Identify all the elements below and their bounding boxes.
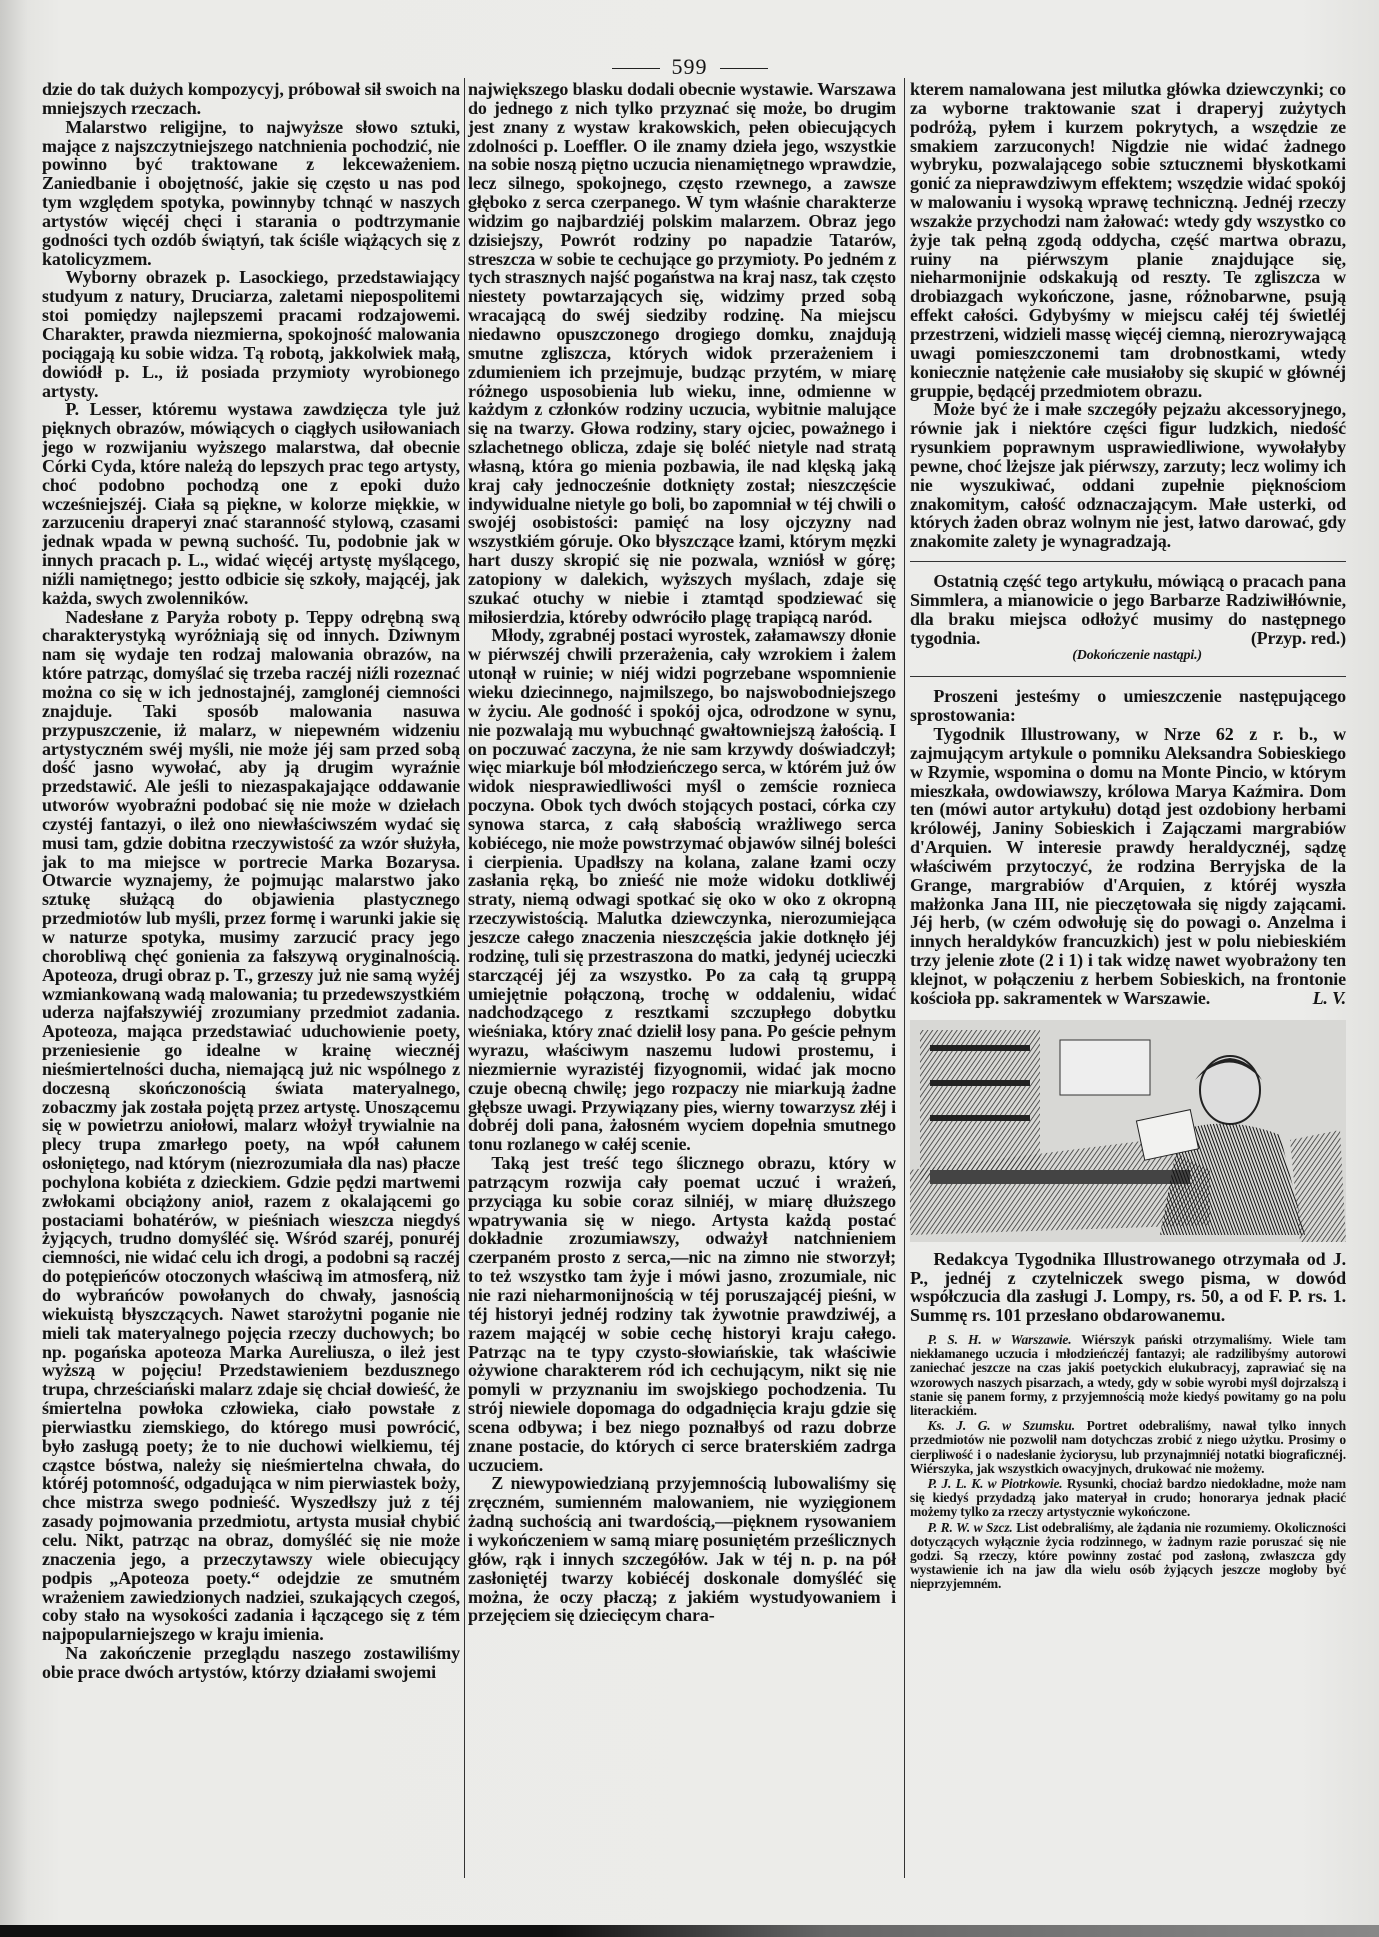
donation-note: Redakcya Tygodnika Illustrowanego otrzymała od J. P., jednéj z czytelniczek swego pisma, w dowód współczucia dla zasługi J. Lompy, rs. 50, a od F. P. rs. 1. Summę rs. 101 przesłano obdarowanemu. [910, 1248, 1346, 1326]
paragraph: Wyborny obrazek p. Lasockiego, przedstawiający studyum z natury, Druciarza, zaletami niepospolitemi stoi pomiędzy najlepszemi pracami rodzajowemi. Charakter, prawda niezmierna, spokojność malowania pociągają ku sobie widza. Tą robotą, jakkolwiek małą, dowiódł p. L., iż posiada przymioty wyrobionego artysty. [42, 267, 460, 401]
paragraph: kterem namalowana jest milutka główka dziewczynki; co za wyborne traktowanie szat i draperyj zużytych podróżą, pyłem i kurzem pokrytych, a wszędzie ze smakiem zarzuconych! Nigdzie nie widać żadnego wybryku, pozwalającego sobie sztucznemi błyskotkami gonić za nieprawdziwym effektem; wszędzie widać spokój w malowaniu i wysoką wprawę techniczną. Jednéj rzeczy wszakże przychodzi nam żałować: wtedy gdy wszystko co żyje tak pełną zgodą oddycha, część martwa obrazu, ruiny na piérwszym planie znajdujące się, nieharmonijnie odskakują od reszty. Te zgliszcza w drobiazgach wykończone, jasne, różnobarwne, psują effekt całości. Gdybyśmy w miejscu całéj téj świetléj przestrzeni, widzieli massę więcéj ciemną, nierozrywającą uwagi pomieszczonemi tam drobnostkami, wtedy koniecznie natężenie całe musiałoby się skupić w głównéj gruppie, będącéj przedmiotem obrazu. [910, 79, 1346, 401]
page-number [0, 54, 1379, 80]
paragraph: Młody, zgrabnéj postaci wyrostek, załamawszy dłonie w piérwszéj chwili przerażenia, cały wzrokiem i żalem utonął w ruinie; w niéj widzi pogrzebane wspomnienie wieku dziecinnego, najmilszego, bo najswobodniejszego w życiu. Ale godność i spokój ojca, odrodzone w synu, nie pozwalają mu wybuchnąć gwałtowniejszą żałością. I on poczuwać zaczyna, że nie sam krzywdy doświadczył; więc miarkuje ból młodzieńczego serca, w którém już ów widok niesprawiedliwości myśl o zemście roznieca poczyna. Obok tych dwóch stojących postaci, córka czy synowa starca, z całą słabością wrażliwego serca kobiécego, nie może powstrzymać objawów silnéj boleści i cierpienia. Upadłszy na kolana, zalane łzami oczy zasłania ręką, bo znieść nie może widoku dotkliwéj straty, niemą odwagi spotkać się oko w oko z okropną rzeczywistością. Malutka dziewczynka, nierozumiejąca jeszcze całego znaczenia nieszczęścia jakie dotknęło jéj rodzinę, tuli się przestraszona do matki, jedynéj ucieczki starczącéj jéj za wszystko. Po za całą tą gruppą umiejętnie połączoną, trochę w oddaleniu, widać nadchodzącego z resztkami szczupłego dobytku wieśniaka, który znać dzielił losy pana. Po geście pełnym wyrazu, właściwym naszemu ludowi prostemu, i niezmiernie wyrazistéj fizyognomii, widać jak mocno czuje obecną chwilę; jego rozpaczy nie miarkują żadne głębsze uwagi. Przywiązany pies, wierny towarzysz złéj i dobréj doli pana, żałosném wyciem dopełnia smutnego tonu rozlanego w całéj scenie. [468, 625, 896, 1155]
reply-text: Portret odebraliśmy, nawał tylko innych przedmiotów nie pozwolił nam dotychczas zrobić z niego użytku. Prosimy o cierpliwość i o nadesłanie życiorysu, lub przynajmniéj notatki biograficznéj. Wiérszyka, jak wszystkich owacyjnych, drukować nie możemy. [910, 1418, 1347, 1476]
column-3 [910, 80, 1346, 1593]
editor-note-text: Ostatnią część tego artykułu, mówiącą o pracach pana Simmlera, a mianowicie o jego Barbarze Radziwiłłównie, dla braku miejsca odłożyć musimy do następnego tygodnia. [910, 571, 1346, 648]
paragraph: Malarstwo religijne, to najwyższe słowo sztuki, mające z najszczytniejszego natchnienia pochodzić, nie powinno być traktowane z lekceważeniem. Zaniedbanie i obojętność, jakie się często u nas pod tym względem spotyka, powinnyby tchnąć w naszych artystów więcéj chęci i starania o podtrzymanie godności tych ozdób świątyń, tak ściśle wiążących się z katolicyzmem. [42, 116, 460, 269]
paragraph: P. Lesser, któremu wystawa zawdzięcza tyle już pięknych obrazów, mówiących o ciągłych usiłowaniach jego w rozwijaniu wyższego malarstwa, dał obecnie Córki Cyda, które należą do lepszych prac tego artysty, choć podobno pochodzą one z epoki dużo wcześniejszéj. Ciała są piękne, w kolorze miękkie, w zarzuceniu draperyi znać staranność stylową, czasami jednak wpada w pewną suchość. Tu, podobnie jak w innych pracach p. L., widać więcéj artystę myślącego, niźli namiętnego; jestto odbicie się szkoły, mającéj, jak każda, swych zwolenników. [42, 399, 460, 608]
recipient: Ks. J. G. w Szumsku. [927, 1418, 1075, 1434]
paragraph: Nadesłane z Paryża roboty p. Teppy odrębną swą charakterystyką wyróżniają się od innych. Dziwnym nam się wydaje ten rodzaj malowania obrazów, na które patrząc, domyślać się trzeba raczéj niźli rozeznać można co się w ich jednostajnéj, zamglonéj ciemności znajduje. Taki sposób malowania nasuwa przypuszczenie, iż malarz, w niepewném widzeniu artystyczném swéj myśli, nie może jéj sam przed sobą dość jasno wywołać, aby ją drugim wyraźnie przedstawić. Ale jeśli to niezaspakajające oddawanie utworów wyobraźni podobać się nie może w dziełach czystéj fantazyi, o ileż ono niewłaściwszém wydać się musi tam, gdzie dobitna rzeczywistość za wzór służyła, jak to ma miejsce w portrecie Marka Bozarysa. Otwarcie wyznajemy, że pojmując malarstwo jako sztukę służącą do objawienia plastycznego przedmiotów lub myśli, przez formę i warunki jakie się w naturze spotyka, musimy zarzucić pracy jego chorobliwą chęć gonienia za fałszywą oryginalnością. Apoteoza, drugi obraz p. T., grzeszy już nie samą wyżéj wzmiankowaną wadą malowania; tu przedewszystkiém uderza najfałszywiéj zrozumiany przedmiot zadania. Apoteoza, mająca przedstawiać uduchowienie poety, przeniesienie go idealne w krainę wiecznéj nieśmiertelności ducha, niemającą już nic wspólnego z doczesną skończonością świata materyalnego, zobaczmy jak została pojętą przez artystę. Unoszącemu się w powietrzu aniołowi, malarz włożył trywialnie na plecy trupa zmarłego poety, na wpół całunem osłoniętego, nad którym (niezrozumiała dla nas) płacze pochylona kobiéta z dzieckiem. Gdzie pędzi martwemi zwłokami obciążony anioł, razem z okalającemi go postaciami bohatérów, w pieśniach wieszcza niegdyś żyjących, trudno domyśléć się. Wśród szaréj, ponuréj ciemności, nie widać celu ich drogi, a podobni są raczéj do potępieńców otoczonych właściwą im atmosferą, niż do wybrańców powołanych do chwały, jasnością wiekuistą błyszczących. Nawet starożytni poganie nie mieli tak materyalnego pojęcia rzeczy duchowych; bo np. pogańska apoteoza Marka Aureliusza, o ileż jest wyższą w pojęciu! Przedstawieniem bezdusznego trupa, chrześciański malarz zdaje się chciał dowieść, że śmiertelna powłoka człowieka, ciało powstałe z pierwiastku ziemskiego, do którego musi powrócić, było zasługą poety; że to nie duchowi wielkiemu, téj cząstce bóstwa, należy się nieśmiertelna chwała, do któréj potomność, odgadująca w nim pierwiastek boży, chce mistrza swego podnieść. Wyszedłszy już z téj zasady pojmowania przedmiotu, artysta musiał chybić celu. Nikt, patrząc na obraz, domyśléć się nie może znaczenia jego, a przeczytawszy wiele obiecujący podpis „Apoteoza poety.“ odejdzie ze smutném wrażeniem zawiedzionych nadziei, szukających czegoś, coby stało na wysokości zadania i łączącego się z tém najpopularniejszego w kraju imienia. [42, 606, 460, 1645]
correspondence-item [910, 1333, 1346, 1418]
correction-text: Tygodnik Illustrowany, w Nrze 62 z r. b., w zajmującym artykule o pomniku Aleksandra Sobieskiego w Rzymie, wspomina o domu na Monte Pincio, w którym mieszkała, owdowiawszy, królowa Marya Kaźmira. Dom ten (mówi autor artykułu) dotąd jest ozdobiony herbami królowéj, Janiny Sobieskich i Zajączami margrabiów d'Arquien. W interesie prawdy heraldycznéj, sądzę właściwém przytoczyć, że rodzina Berryjska de la Grange, margrabiów d'Arquien, z któréj wyszła małżonka Jana III, nie pieczętowała się nigdy zającami. Jéj herb, (w czém odwołuję się do powagi o. Anzelma i innych heraldyków francuzkich) jest w polu niebieskiém trzy jelenie złote (2 i 1) i tak widzę nawet wyobrażony ten klejnot, w połączeniu z herbem Sobieskich, na frontonie kościoła pp. sakramentek w Warszawie. [910, 724, 1346, 1008]
to-be-continued: (Dokończenie nastąpi.) [1072, 648, 1202, 664]
divider [612, 68, 660, 69]
editor-note-sign: (Przyp. red.) [1250, 627, 1346, 648]
editor-note [910, 572, 1346, 647]
paragraph: Na zakończenie przeglądu naszego zostawiliśmy obie prace dwóch artystów, którzy działami swojemi [42, 1643, 460, 1682]
paragraph: Taką jest treść tego ślicznego obrazu, który w patrzącym rozwija cały poemat uczuć i wrażeń, przyciąga ku sobie coraz silniéj, w miarę dłuższego wpatrywania się w niego. Artysta każdą postać dokładnie zrozumiawszy, odważył natchnieniem czerpaném prosto z serca,—nic na zimno nie stworzył; to też wszystko tam żyje i mówi jasno, zrozumiale, nic nie razi nieharmonijnością w téj poruszającéj pieśni, w téj historyi jednéj rodziny tak żywotnie prawdziwéj, a razem mającéj w sobie cechę historyi kraju całego. Patrząc na te typy czysto-słowiańskie, tak właściwie ożywione charakterem ród ich cechującym, nikt się nie pomyli w przyznaniu im swojskiego pochodzenia. Tu strój niewiele dopomaga do odgadnięcia kraju gdzie się scena odbywa; i bez niego poznałbyś od razu dobrze znane postacie, do których ci serce braterskiém zadrga uczuciem. [468, 1153, 896, 1475]
divider [910, 561, 1346, 562]
correspondence-item [910, 1419, 1346, 1476]
paragraph: dzie do tak dużych kompozycyj, próbował sił swoich na mniejszych rzeczach. [42, 79, 460, 118]
recipient: P. R. W. w Szcz. [927, 1519, 1013, 1535]
correspondence-item [910, 1521, 1346, 1592]
correction-signature: L. V. [1312, 987, 1346, 1008]
paragraph: największego blasku dodali obecnie wystawie. Warszawa do jednego z nich tylko przyznać się może, bo drugim jest znany z wystaw krakowskich, pełen obiecujących zdolności p. Loeffler. O ile znamy dzieła jego, wszystkie na sobie noszą piętno uczucia nienamiętnego wprawdzie, lecz silnego, spokojnego, często rzewnego, a zawsze głęboko z serca czerpanego. W tym właśnie charakterze widzim go najbardziéj polskim malarzem. Obraz jego dzisiejszy, Powrót rodziny po napadzie Tatarów, streszcza w sobie te cechujące go przymioty. Po jedném z tych strasznych najść pogaństwa na kraj nasz, tak często niestety powtarzających się, widzimy przed sobą wracającą do swéj siedziby rodzinę. Na miejscu niedawno opuszczonego drogiego domku, znajdują smutne zgliszcza, których widok przerażeniem i zdumieniem ich przejmuje, budząc przytém, w miarę różnego usposobienia lub wieku, inne, odmienne w każdym z członków rodziny uczucia, wybitnie malujące się na twarzy. Głowa rodziny, stary ojciec, poważnego i szlachetnego oblicza, zdaje się boléć nietyle nad stratą własną, która go mienia pozbawia, ile nad klęską jaką kraj cały jednocześnie dotknięty został; nieszczęście indywidualne nietyle go boli, bo zapomniał w téj chwili o swojéj osobistości: pamięć na losy ojczyzny nad wszystkiém góruje. Oko błyszczące łzami, którym męzki hart duszy skropić się nie pozwala, wzniósł w górę; zatopiony w dalekich, wyższych myślach, zdaje się szukać otuchy w niebie i ztamtąd spodziewać się miłosierdzia, któreby odwróciło plagę trapiącą naród. [468, 79, 896, 627]
column-1 [42, 80, 460, 1682]
correspondence-item [910, 1477, 1346, 1520]
correction-body [910, 725, 1346, 1008]
divider [910, 676, 1346, 677]
column-2 [468, 80, 896, 1625]
page-number-text: 599 [671, 54, 708, 79]
engraving-man-reading-at-desk [910, 1020, 1346, 1242]
divider [720, 68, 768, 69]
reply-text: Wiérszyk pański otrzymaliśmy. Wiele tam niekłamanego uczucia i młodzieńczéj fantazyi; ale radzilibyśmy autorowi zaniechać jeszcze na czas jakiś poetyckich elukubracyj, zaprawiać się na wzorowych naszych pisarzach, a wtedy, gdy w sobie wyrobi myśl dojrzalszą i stanie się panem formy, z przyjemnością może kiedyś powitamy go na polu literackiém. [910, 1332, 1346, 1419]
correspondence-section [910, 1333, 1346, 1592]
recipient: P. J. L. K. w Piotrkowie. [927, 1476, 1063, 1492]
paragraph: Z niewypowiedzianą przyjemnością lubowaliśmy się zręczném, sumienném malowaniem, nie wyzięgionem żadną suchością ani twardością,—pięknem rysowaniem i wykończeniem w samą miarę posuniętém prześlicznych głów, rąk i innych szczegółów. Jak w téj n. p. na pół zasłoniętéj twarzy kobiécéj doskonale domyśléć się można, że oczy płaczą; z jakiém wystudyowaniem i przejęciem się dziecięcym chara- [468, 1473, 896, 1626]
correction-intro: Proszeni jesteśmy o umieszczenie następującego sprostowania: [910, 686, 1346, 726]
scan-edge [0, 1925, 1379, 1937]
recipient: P. S. H. w Warszawie. [927, 1332, 1072, 1348]
reply-text: Rysunki, chociaż bardzo niedokładne, może nam się kiedyś przydadzą jako materyał in crudo; honorarya jednak płacić możemy tylko za rzeczy artystycznie wykończone. [910, 1476, 1346, 1520]
reply-text: List odebraliśmy, ale żądania nie rozumiemy. Okoliczności dotyczących wyłącznie życia rodzinnego, w żadnym razie poruszać się nie godzi. Są rzeczy, które powinny zostać pod zasłoną, zwłaszcza gdy wystawienie ich na jaw dla wielu osób żyjących jeszcze mogłoby być nieprzyjemném. [910, 1519, 1346, 1592]
engraving-illustration [910, 1020, 1346, 1242]
paragraph: Może być że i małe szczegóły pejzażu akcessoryjnego, równie jak i niektóre części figur ludzkich, niedość rysunkiem poprawnym usprawiedliwione, wywołałyby pewne, choć lżejsze jak piérwszy, zarzuty; lecz wolimy ich nie wyszukiwać, oddani zupełnie pięknościom znakomitym, całość odznaczającym. Małe usterki, od których żaden obraz wolnym nie jest, łatwo darować, gdy znakomite zalety je wynagradzają. [910, 399, 1346, 552]
column-divider [904, 78, 905, 1878]
column-divider [464, 78, 465, 1878]
